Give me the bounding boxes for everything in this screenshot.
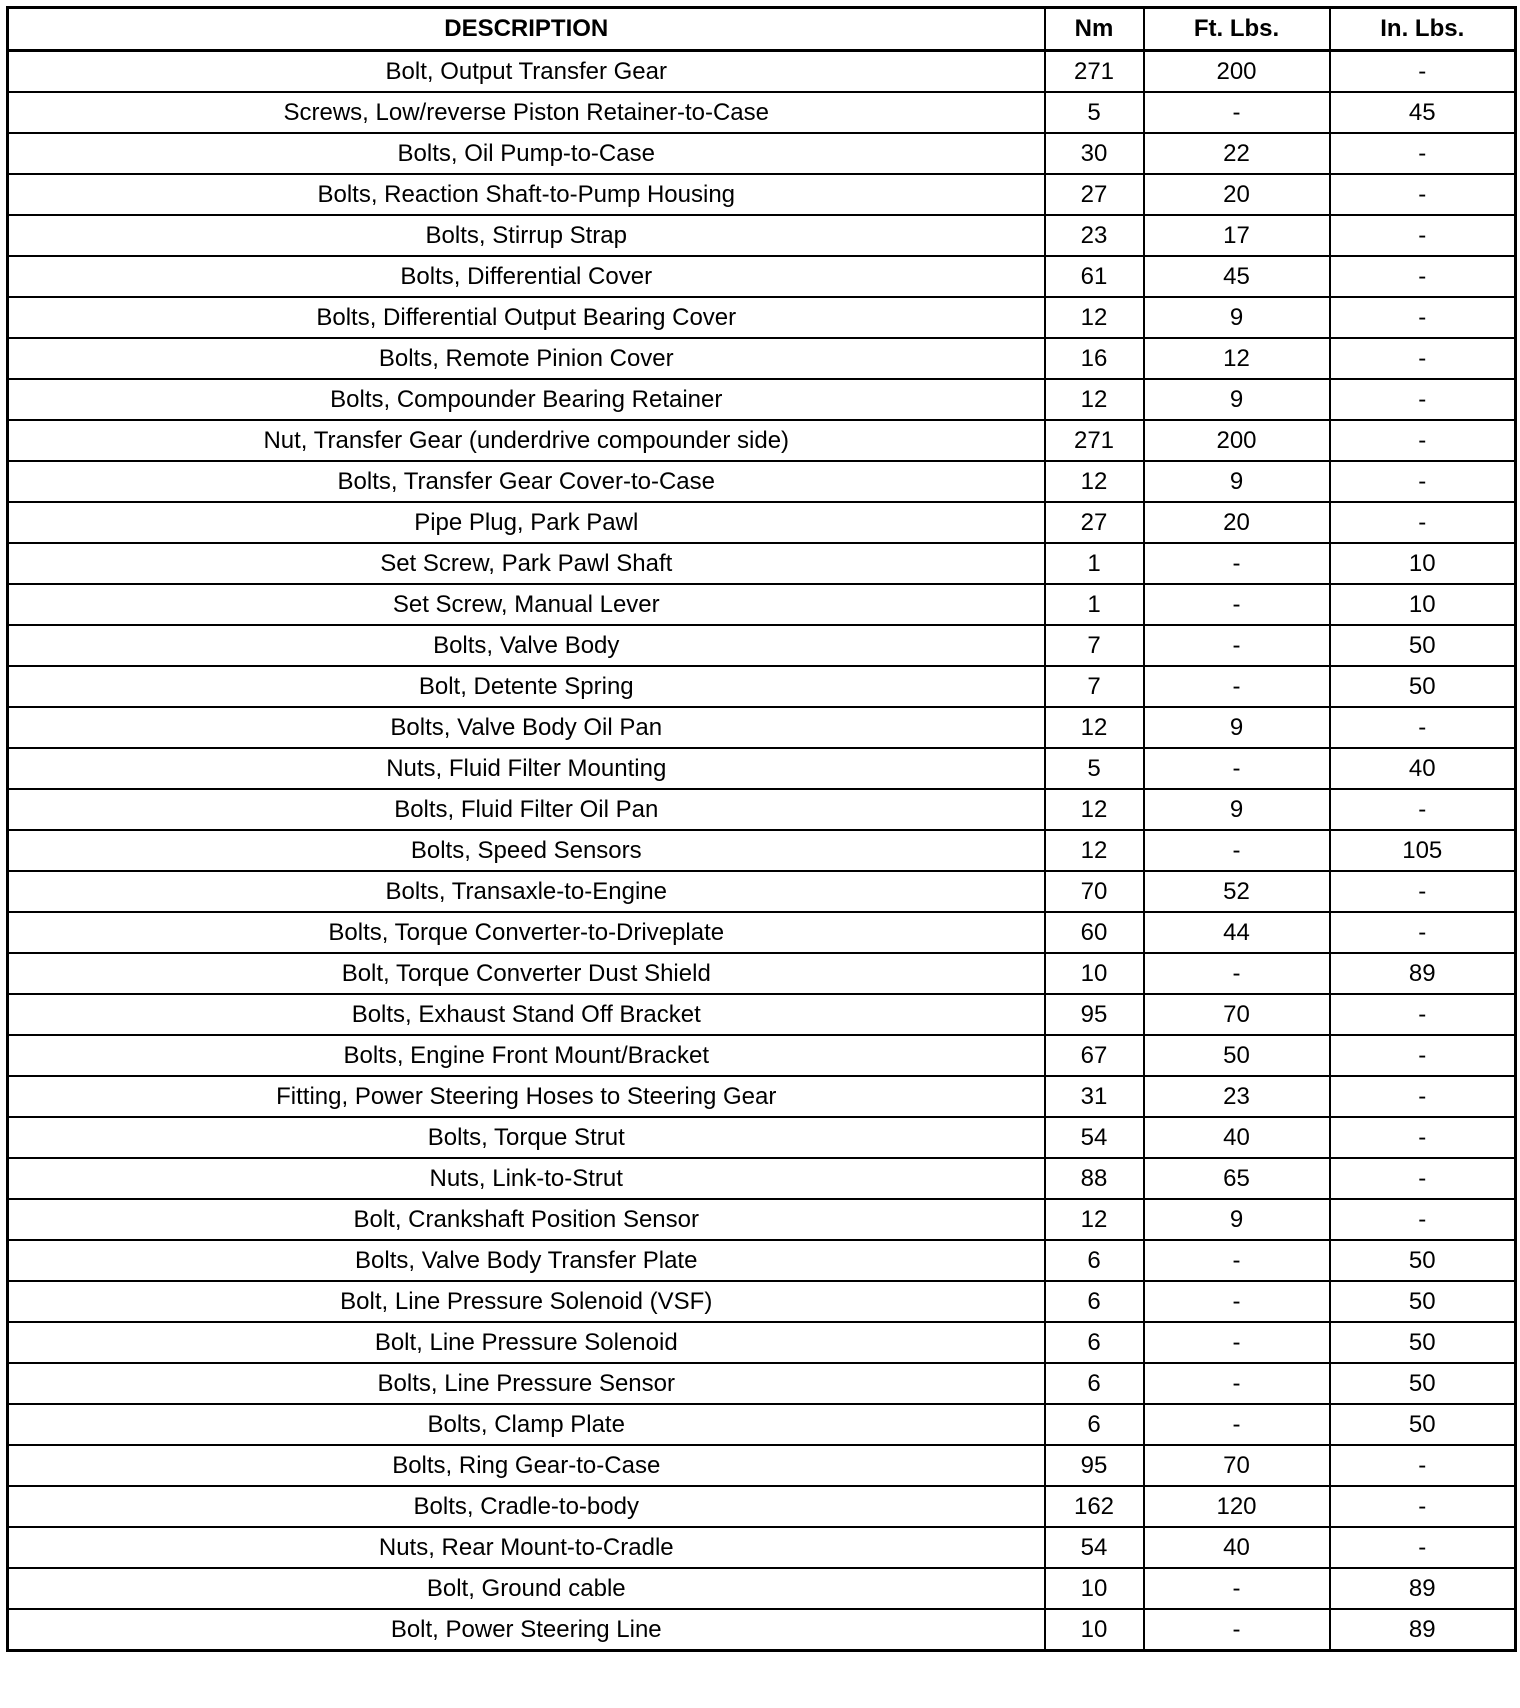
cell-ft-lbs: 65 (1144, 1158, 1330, 1199)
table-row (8, 830, 1516, 871)
table-row (8, 1117, 1516, 1158)
cell-nm: 54 (1045, 1527, 1144, 1568)
cell-in-lbs: - (1330, 1199, 1516, 1240)
cell-description: Bolt, Detente Spring (8, 666, 1045, 707)
cell-ft-lbs: 40 (1144, 1117, 1330, 1158)
table-row (8, 953, 1516, 994)
header-ft-lbs: Ft. Lbs. (1144, 8, 1330, 51)
cell-in-lbs: 89 (1330, 1609, 1516, 1651)
cell-ft-lbs: 9 (1144, 297, 1330, 338)
table-row (8, 1158, 1516, 1199)
cell-nm: 6 (1045, 1240, 1144, 1281)
cell-description: Bolts, Torque Converter-to-Driveplate (8, 912, 1045, 953)
cell-ft-lbs: 52 (1144, 871, 1330, 912)
cell-in-lbs: - (1330, 502, 1516, 543)
cell-in-lbs: 50 (1330, 666, 1516, 707)
cell-nm: 12 (1045, 789, 1144, 830)
cell-nm: 5 (1045, 92, 1144, 133)
cell-description: Fitting, Power Steering Hoses to Steering Gear (8, 1076, 1045, 1117)
cell-nm: 16 (1045, 338, 1144, 379)
torque-spec-table (6, 6, 1517, 1652)
table-row (8, 379, 1516, 420)
cell-in-lbs: - (1330, 420, 1516, 461)
cell-in-lbs: - (1330, 174, 1516, 215)
cell-in-lbs: 50 (1330, 1240, 1516, 1281)
cell-ft-lbs: 17 (1144, 215, 1330, 256)
cell-description: Bolts, Exhaust Stand Off Bracket (8, 994, 1045, 1035)
cell-ft-lbs: 44 (1144, 912, 1330, 953)
cell-ft-lbs: - (1144, 1363, 1330, 1404)
cell-description: Bolts, Transaxle-to-Engine (8, 871, 1045, 912)
cell-description: Bolt, Line Pressure Solenoid (8, 1322, 1045, 1363)
table-row (8, 420, 1516, 461)
cell-ft-lbs: - (1144, 1404, 1330, 1445)
table-body (8, 51, 1516, 1651)
table-row (8, 338, 1516, 379)
table-row (8, 1363, 1516, 1404)
table-row (8, 1527, 1516, 1568)
cell-nm: 7 (1045, 666, 1144, 707)
table-row (8, 625, 1516, 666)
cell-ft-lbs: - (1144, 1240, 1330, 1281)
cell-description: Nuts, Fluid Filter Mounting (8, 748, 1045, 789)
cell-in-lbs: - (1330, 1158, 1516, 1199)
cell-nm: 1 (1045, 543, 1144, 584)
cell-ft-lbs: - (1144, 953, 1330, 994)
cell-nm: 54 (1045, 1117, 1144, 1158)
cell-ft-lbs: - (1144, 1322, 1330, 1363)
cell-nm: 7 (1045, 625, 1144, 666)
cell-ft-lbs: 9 (1144, 461, 1330, 502)
cell-in-lbs: 50 (1330, 1281, 1516, 1322)
cell-in-lbs: - (1330, 338, 1516, 379)
cell-in-lbs: - (1330, 379, 1516, 420)
cell-nm: 10 (1045, 1568, 1144, 1609)
table-header-row (8, 8, 1516, 51)
table-row (8, 994, 1516, 1035)
cell-ft-lbs: 200 (1144, 51, 1330, 93)
table-row (8, 912, 1516, 953)
cell-in-lbs: - (1330, 1486, 1516, 1527)
cell-description: Bolts, Line Pressure Sensor (8, 1363, 1045, 1404)
cell-nm: 61 (1045, 256, 1144, 297)
cell-nm: 60 (1045, 912, 1144, 953)
table-row (8, 174, 1516, 215)
cell-ft-lbs: 9 (1144, 789, 1330, 830)
cell-in-lbs: - (1330, 871, 1516, 912)
cell-in-lbs: - (1330, 51, 1516, 93)
cell-description: Bolt, Power Steering Line (8, 1609, 1045, 1651)
cell-description: Bolts, Remote Pinion Cover (8, 338, 1045, 379)
cell-description: Bolts, Speed Sensors (8, 830, 1045, 871)
cell-nm: 12 (1045, 461, 1144, 502)
cell-nm: 67 (1045, 1035, 1144, 1076)
table-row (8, 1568, 1516, 1609)
cell-description: Bolt, Line Pressure Solenoid (VSF) (8, 1281, 1045, 1322)
cell-in-lbs: 105 (1330, 830, 1516, 871)
table-row (8, 133, 1516, 174)
cell-description: Bolts, Reaction Shaft-to-Pump Housing (8, 174, 1045, 215)
cell-ft-lbs: 9 (1144, 707, 1330, 748)
cell-nm: 27 (1045, 174, 1144, 215)
cell-ft-lbs: - (1144, 625, 1330, 666)
cell-description: Bolts, Valve Body Transfer Plate (8, 1240, 1045, 1281)
cell-in-lbs: 10 (1330, 584, 1516, 625)
cell-in-lbs: 50 (1330, 1322, 1516, 1363)
cell-nm: 271 (1045, 51, 1144, 93)
cell-description: Bolts, Oil Pump-to-Case (8, 133, 1045, 174)
cell-in-lbs: - (1330, 215, 1516, 256)
table-row (8, 748, 1516, 789)
cell-nm: 5 (1045, 748, 1144, 789)
cell-nm: 12 (1045, 1199, 1144, 1240)
table-row (8, 1445, 1516, 1486)
cell-ft-lbs: 70 (1144, 994, 1330, 1035)
cell-in-lbs: - (1330, 133, 1516, 174)
cell-description: Bolts, Cradle-to-body (8, 1486, 1045, 1527)
cell-description: Pipe Plug, Park Pawl (8, 502, 1045, 543)
cell-description: Set Screw, Park Pawl Shaft (8, 543, 1045, 584)
cell-ft-lbs: 22 (1144, 133, 1330, 174)
cell-in-lbs: - (1330, 707, 1516, 748)
cell-ft-lbs: - (1144, 1609, 1330, 1651)
cell-in-lbs: 89 (1330, 953, 1516, 994)
table-row (8, 1404, 1516, 1445)
cell-in-lbs: 10 (1330, 543, 1516, 584)
cell-nm: 70 (1045, 871, 1144, 912)
cell-ft-lbs: 45 (1144, 256, 1330, 297)
cell-ft-lbs: 9 (1144, 1199, 1330, 1240)
cell-description: Bolts, Fluid Filter Oil Pan (8, 789, 1045, 830)
cell-nm: 88 (1045, 1158, 1144, 1199)
table-row (8, 789, 1516, 830)
cell-nm: 6 (1045, 1322, 1144, 1363)
cell-description: Nuts, Rear Mount-to-Cradle (8, 1527, 1045, 1568)
table-row (8, 666, 1516, 707)
cell-ft-lbs: 20 (1144, 502, 1330, 543)
cell-description: Bolt, Crankshaft Position Sensor (8, 1199, 1045, 1240)
cell-in-lbs: - (1330, 1445, 1516, 1486)
cell-ft-lbs: - (1144, 830, 1330, 871)
table-row (8, 297, 1516, 338)
cell-nm: 30 (1045, 133, 1144, 174)
table-row (8, 543, 1516, 584)
cell-ft-lbs: 20 (1144, 174, 1330, 215)
table-row (8, 461, 1516, 502)
table-row (8, 502, 1516, 543)
cell-in-lbs: - (1330, 256, 1516, 297)
cell-description: Bolts, Compounder Bearing Retainer (8, 379, 1045, 420)
cell-description: Bolt, Output Transfer Gear (8, 51, 1045, 93)
cell-description: Bolt, Ground cable (8, 1568, 1045, 1609)
table-row (8, 92, 1516, 133)
cell-nm: 12 (1045, 297, 1144, 338)
cell-nm: 10 (1045, 953, 1144, 994)
cell-in-lbs: 50 (1330, 1404, 1516, 1445)
table-row (8, 51, 1516, 93)
header-description: DESCRIPTION (8, 8, 1045, 51)
cell-in-lbs: - (1330, 789, 1516, 830)
cell-in-lbs: 89 (1330, 1568, 1516, 1609)
cell-ft-lbs: 23 (1144, 1076, 1330, 1117)
cell-in-lbs: 50 (1330, 625, 1516, 666)
cell-description: Bolts, Valve Body Oil Pan (8, 707, 1045, 748)
cell-ft-lbs: - (1144, 748, 1330, 789)
cell-description: Bolts, Stirrup Strap (8, 215, 1045, 256)
cell-description: Bolts, Transfer Gear Cover-to-Case (8, 461, 1045, 502)
cell-in-lbs: - (1330, 461, 1516, 502)
table-row (8, 871, 1516, 912)
table-row (8, 1322, 1516, 1363)
cell-ft-lbs: 50 (1144, 1035, 1330, 1076)
cell-ft-lbs: 40 (1144, 1527, 1330, 1568)
cell-nm: 27 (1045, 502, 1144, 543)
table-row (8, 1199, 1516, 1240)
cell-in-lbs: - (1330, 994, 1516, 1035)
cell-description: Nut, Transfer Gear (underdrive compounder side) (8, 420, 1045, 461)
cell-nm: 162 (1045, 1486, 1144, 1527)
cell-in-lbs: - (1330, 1527, 1516, 1568)
cell-nm: 12 (1045, 707, 1144, 748)
cell-nm: 6 (1045, 1281, 1144, 1322)
cell-in-lbs: 45 (1330, 92, 1516, 133)
cell-in-lbs: - (1330, 1117, 1516, 1158)
cell-description: Bolt, Torque Converter Dust Shield (8, 953, 1045, 994)
cell-nm: 6 (1045, 1404, 1144, 1445)
cell-ft-lbs: - (1144, 666, 1330, 707)
cell-ft-lbs: - (1144, 1281, 1330, 1322)
cell-ft-lbs: 12 (1144, 338, 1330, 379)
cell-description: Bolts, Differential Cover (8, 256, 1045, 297)
cell-description: Bolts, Differential Output Bearing Cover (8, 297, 1045, 338)
header-nm: Nm (1045, 8, 1144, 51)
cell-in-lbs: - (1330, 1076, 1516, 1117)
cell-description: Set Screw, Manual Lever (8, 584, 1045, 625)
cell-ft-lbs: - (1144, 584, 1330, 625)
cell-description: Bolts, Torque Strut (8, 1117, 1045, 1158)
table-row (8, 1035, 1516, 1076)
table-row (8, 1486, 1516, 1527)
cell-description: Bolts, Engine Front Mount/Bracket (8, 1035, 1045, 1076)
cell-ft-lbs: 200 (1144, 420, 1330, 461)
cell-ft-lbs: 70 (1144, 1445, 1330, 1486)
cell-in-lbs: - (1330, 912, 1516, 953)
cell-nm: 271 (1045, 420, 1144, 461)
cell-description: Bolts, Clamp Plate (8, 1404, 1045, 1445)
cell-ft-lbs: - (1144, 92, 1330, 133)
table-row (8, 1240, 1516, 1281)
cell-in-lbs: 40 (1330, 748, 1516, 789)
cell-nm: 1 (1045, 584, 1144, 625)
cell-nm: 23 (1045, 215, 1144, 256)
header-in-lbs: In. Lbs. (1330, 8, 1516, 51)
cell-ft-lbs: - (1144, 543, 1330, 584)
cell-nm: 10 (1045, 1609, 1144, 1651)
cell-ft-lbs: - (1144, 1568, 1330, 1609)
cell-nm: 95 (1045, 994, 1144, 1035)
cell-in-lbs: - (1330, 1035, 1516, 1076)
cell-description: Bolts, Ring Gear-to-Case (8, 1445, 1045, 1486)
cell-in-lbs: 50 (1330, 1363, 1516, 1404)
cell-description: Bolts, Valve Body (8, 625, 1045, 666)
cell-nm: 31 (1045, 1076, 1144, 1117)
cell-nm: 95 (1045, 1445, 1144, 1486)
cell-description: Screws, Low/reverse Piston Retainer-to-Case (8, 92, 1045, 133)
table-row (8, 1076, 1516, 1117)
cell-nm: 6 (1045, 1363, 1144, 1404)
cell-description: Nuts, Link-to-Strut (8, 1158, 1045, 1199)
table-row (8, 584, 1516, 625)
table-row (8, 256, 1516, 297)
table-row (8, 1281, 1516, 1322)
table-row (8, 215, 1516, 256)
cell-ft-lbs: 9 (1144, 379, 1330, 420)
cell-nm: 12 (1045, 830, 1144, 871)
cell-ft-lbs: 120 (1144, 1486, 1330, 1527)
cell-in-lbs: - (1330, 297, 1516, 338)
cell-nm: 12 (1045, 379, 1144, 420)
table-row (8, 1609, 1516, 1651)
table-row (8, 707, 1516, 748)
